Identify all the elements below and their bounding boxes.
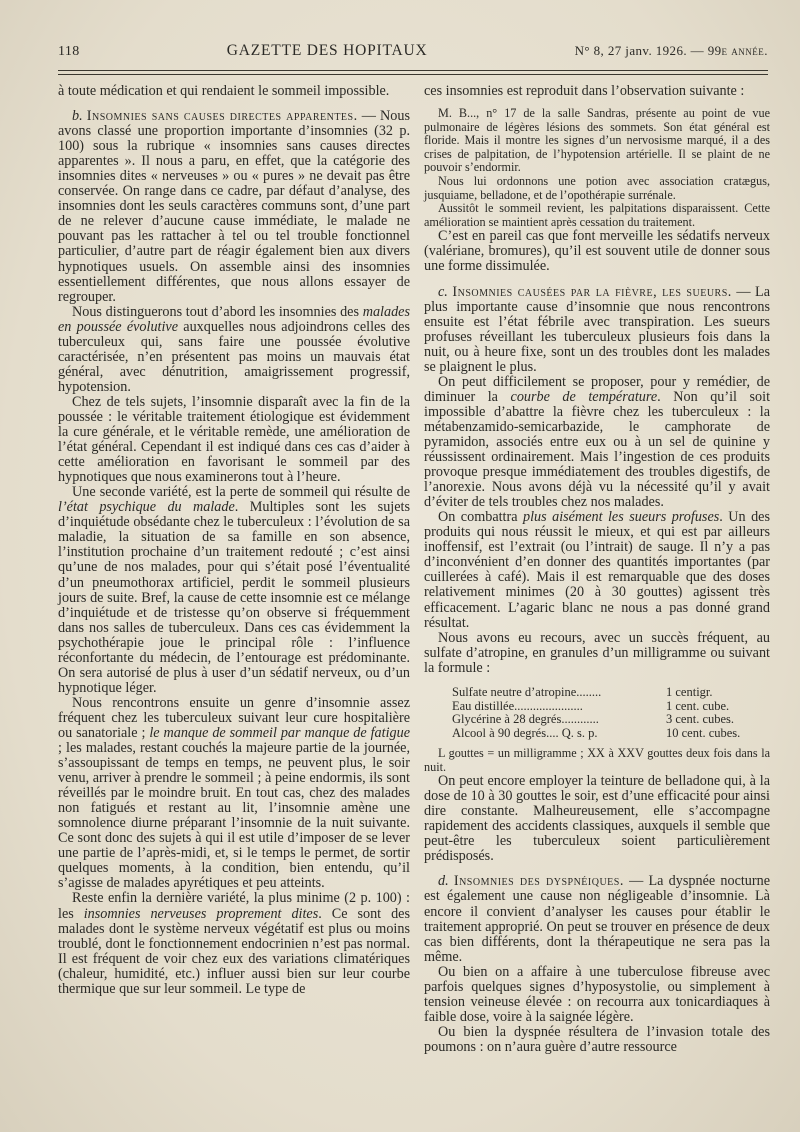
formula-ingredient: Eau distillée......................	[452, 699, 583, 713]
text-run: auxquelles nous adjoindrons celles des tuberculeux qui, sans faire une poussée évolutive caractérisée, n’en présentent pas moins un mauvais état général, avec dénutrition, amaigrissement progressif, hypotension.	[58, 318, 410, 395]
paragraph	[58, 696, 410, 892]
paragraph: C’est en pareil cas que font merveille les sédatifs nerveux (valériane, bromures), qu’il est souvent utile de donner sous une forme dissimulée.	[424, 228, 770, 275]
right-column	[424, 84, 770, 1055]
paragraph	[58, 305, 410, 395]
formula-row	[452, 713, 770, 727]
paragraph: ces insomnies est reproduit dans l’observation suivante :	[424, 83, 745, 99]
formula-dose: 10 cent. cubes.	[666, 726, 741, 741]
paragraph	[58, 485, 410, 696]
page-number: 118	[58, 44, 80, 59]
emphasis: l’état psychique du malade	[58, 499, 235, 516]
paragraph: Ou bien on a affaire à une tuberculose fibreuse avec parfois quelques signes d’hyposystolie, ou simplement à tension veineuse élevée : on recourra aux tonicardiaques à faible dose, voire à la saignée légère.	[424, 963, 770, 1025]
text-run: Nous distinguerons tout d’abord les insomnies des	[72, 303, 363, 320]
formula-ingredient: Alcool à 90 degrés.... Q. s. p.	[452, 727, 598, 741]
text-run: On peut difficilement se proposer, pour y remédier, de diminuer la	[424, 373, 770, 405]
formula-ingredient: Sulfate neutre d’atropine........	[452, 685, 602, 699]
formula-dose: 1 cent. cube.	[666, 698, 730, 713]
emphasis: courbe de température	[510, 388, 658, 405]
text-run: . Ce sont des malades dont le système nerveux végétatif est plus ou moins troublé, dont le fonctionnement endocrinien n’est pas normal. Il est fréquent de voir chez eux des variations climatériques (chaleur, humidité, etc.) influer aussi bien sur leur courbe thermique que sur leur sommeil. Le type de	[58, 905, 410, 997]
formula-row	[452, 686, 770, 700]
section-text: — La dyspnée nocturne est également une cause non négligeable d’insomnie. Là encore il convient d’analyser les causes pour établir le traitement approprié. On peut se trouver en présence de deux cas bien différents, dont la thérapeutique ne sera pas la même.	[424, 873, 771, 965]
section-title: Insomnies causées par la fièvre, les sueurs.	[452, 283, 732, 300]
section-c	[424, 285, 770, 375]
paragraph: à toute médication et qui rendaient le sommeil impossible.	[58, 83, 390, 99]
journal-title: GAZETTE DES HOPITAUX	[226, 42, 428, 59]
section-label: d.	[438, 873, 449, 890]
section-text: — Nous avons classé une proportion importante d’insomnies (32 p. 100) sous la rubrique « insomnies sans causes directes apparentes ». Il nous a paru, en effet, que la catégorie des insomnies dites « nerveuses » ou « pures » ne devait pas être conservée. On range dans ce cadre, par défaut d’analyse, des insomnies dont les seuls caractères communs sont, d’une part de ne relever d’aucune cause immédiate, le malade ne pouvant pas les rattacher à tel ou tel trouble fonctionnel particulier, d’autre part de réagir également bien aux divers hypnotiques usuels. On assemble ainsi des insomnies essentiellement différentes, que nous allons essayer de regrouper.	[58, 108, 410, 305]
paragraph	[58, 891, 410, 996]
text-run: . Non qu’il soit impossible d’abattre la fièvre chez les tuberculeux : la métabenzamido-semicarbazide, le camphorate de pyramidon, associés entre eux ou à un sel de quinine y réussissent ordinairement. Mais l’ingestion de ces produits provoque presque immédiatement des troubles digestifs, de l’anorexie. Nous avons déjà vu la nécessité qu’il y avait d’éviter de tels troubles chez nos malades.	[424, 388, 771, 511]
paragraph	[424, 375, 770, 510]
paragraph: Chez de tels sujets, l’insomnie disparaît avec la fin de la poussée : le véritable traitement étiologique est évidemment la cure générale, et le véritable remède, une amélioration de l’état général. Cependant il est indiqué dans ces cas d’aider à cette amélioration en favorisant le sommeil par des hypnotiques que nous examinerons tout à l’heure.	[58, 393, 410, 486]
left-column	[58, 84, 410, 997]
text-run: . Multiples sont les sujets d’inquiétude obsédante chez le tuberculeux : l’évolution de sa maladie, la situation de sa famille en son absence, l’institution prochaine d’un traitement redouté ; c’est ainsi qu’une de nos malades, pour qui s’était posé l’éventualité d’un pneumothorax artificiel, perdit le sommeil plusieurs jours de suite. Bref, la cause de cette insomnie est ce mélange d’inquiétude et de tristesse qu’on observe si fréquemment dans nos salles de tuberculeux. Dans ces cas évidemment la psychothérapie joue le principal rôle : l’influence réconfortante du médecin, de l’entourage est prédominante. On sera autorisé de plus à user d’un sédatif nerveux, ou d’un hypnotique léger.	[58, 499, 411, 696]
formula-dose: 3 cent. cubes.	[666, 712, 735, 727]
section-label: b.	[72, 108, 83, 125]
section-title: Insomnies des dyspnéiques.	[453, 873, 624, 890]
formula-row	[452, 700, 770, 714]
formula-ingredient: Glycérine à 28 degrés............	[452, 713, 599, 727]
section-b	[58, 109, 410, 305]
section-label: c.	[438, 283, 448, 300]
text-run: Une seconde variété, est la perte de sommeil qui résulte de	[72, 484, 410, 501]
observation-paragraph: Nous lui ordonnons une potion avec association cratægus, jusquiame, belladone, et de l’opothérapie surrénale.	[424, 174, 770, 202]
formula-note: L gouttes = un milligramme ; XX à XXV gouttes deux fois dans la nuit.	[424, 745, 770, 774]
header-rule-bottom	[58, 74, 768, 75]
text-run: . Un des produits qui nous réussit le mieux, et qui est par ailleurs inoffensif, est l’extrait (ou l’intrait) de sauge. Il n’y a pas d’inconvénient d’en donner des quantités importantes (par cuillerées à café). Mais il est remarquable que des doses relativement minimes (20 à 30 gouttes) agissent très efficacement. L’agaric blanc ne nous a pas donné grand résultat.	[424, 509, 770, 631]
emphasis: malades en poussée évolutive	[58, 303, 410, 335]
issue-text: N° 8, 27 janv. 1926. — 99	[574, 43, 722, 58]
paragraph	[424, 510, 770, 630]
paragraph: Ou bien la dyspnée résultera de l’invasion totale des poumons : on n’aura guère d’autre ressource	[424, 1023, 770, 1055]
issue-info	[575, 43, 768, 59]
issue-suffix: e année.	[721, 43, 768, 58]
atropine-formula	[452, 686, 770, 741]
text-run: Reste enfin la dernière variété, la plus minime (2 p. 100) : les	[58, 890, 410, 922]
text-run: Nous rencontrons ensuite un genre d’insomnie assez fréquent chez les tuberculeux suivant leur cure hospitalière ou sanatoriale ;	[58, 694, 410, 741]
paragraph: On peut encore employer la teinture de belladone qui, à la dose de 10 à 30 gouttes le soir, est d’une efficacité pour ainsi dire constante. Malheureusement, elle s’accompagne rapidement des accidents classiques, auxquels il semble que peut-être les tuberculeux soient particulièrement prédisposés.	[424, 773, 770, 865]
text-run: ; les malades, restant couchés la majeure partie de la journée, s’assoupissant de temps en temps, ne peuvent plus, le soir venu, arriver à prendre le sommeil ; à peine endormis, ils sont réveillés par le moindre bruit. En tout cas, chez des malades non fatigués et restant au lit, l’insomnie amène une somnolence diurne préparant l’insomnie de la nuit suivante. Ce sont donc des sujets à qui il est utile d’imposer de se lever une partie de l’après-midi, et, si le temps le permet, de sortir quelques moments, à la condition, bien entendu, qu’il s’agisse de malades apyrétiques et peu atteints.	[58, 740, 410, 892]
emphasis: le manque de sommeil par manque de fatigue	[149, 724, 410, 741]
emphasis: insomnies nerveuses proprement dites	[83, 905, 319, 922]
observation-paragraph: M. B..., n° 17 de la salle Sandras, présente au point de vue pulmonaire de légères lésions des sommets. Son état général est floride. Mais il montre les signes d’un nervosisme marqué, il a des crises de palpitation, de l’hypotension artérielle. Il se plaint de ne pouvoir s’endormir.	[424, 106, 770, 175]
paragraph: Nous avons eu recours, avec un succès fréquent, au sulfate d’atropine, en granules d’un milligramme ou suivant la formule :	[424, 629, 770, 676]
header-rule-top	[58, 70, 768, 71]
formula-row	[452, 727, 770, 741]
text-run: On combattra	[438, 509, 523, 526]
formula-dose: 1 centigr.	[666, 684, 713, 699]
section-title: Insomnies sans causes directes apparentes.	[86, 108, 358, 125]
observation-paragraph: Aussitôt le sommeil revient, les palpitations disparaissent. Cette amélioration se maintient après cessation du traitement.	[424, 201, 770, 229]
section-text: — La plus importante cause d’insomnie que nous rencontrons ensuite est l’état fébrile avec transpiration. Les sueurs profuses réveillant les tuberculeux plusieurs fois dans la nuit, ou à heure fixe, sont un des troubles dont les malades se plaignent le plus.	[424, 283, 770, 375]
emphasis: plus aisément les sueurs profuses	[522, 509, 720, 526]
section-d	[424, 874, 770, 964]
running-header	[58, 42, 768, 64]
